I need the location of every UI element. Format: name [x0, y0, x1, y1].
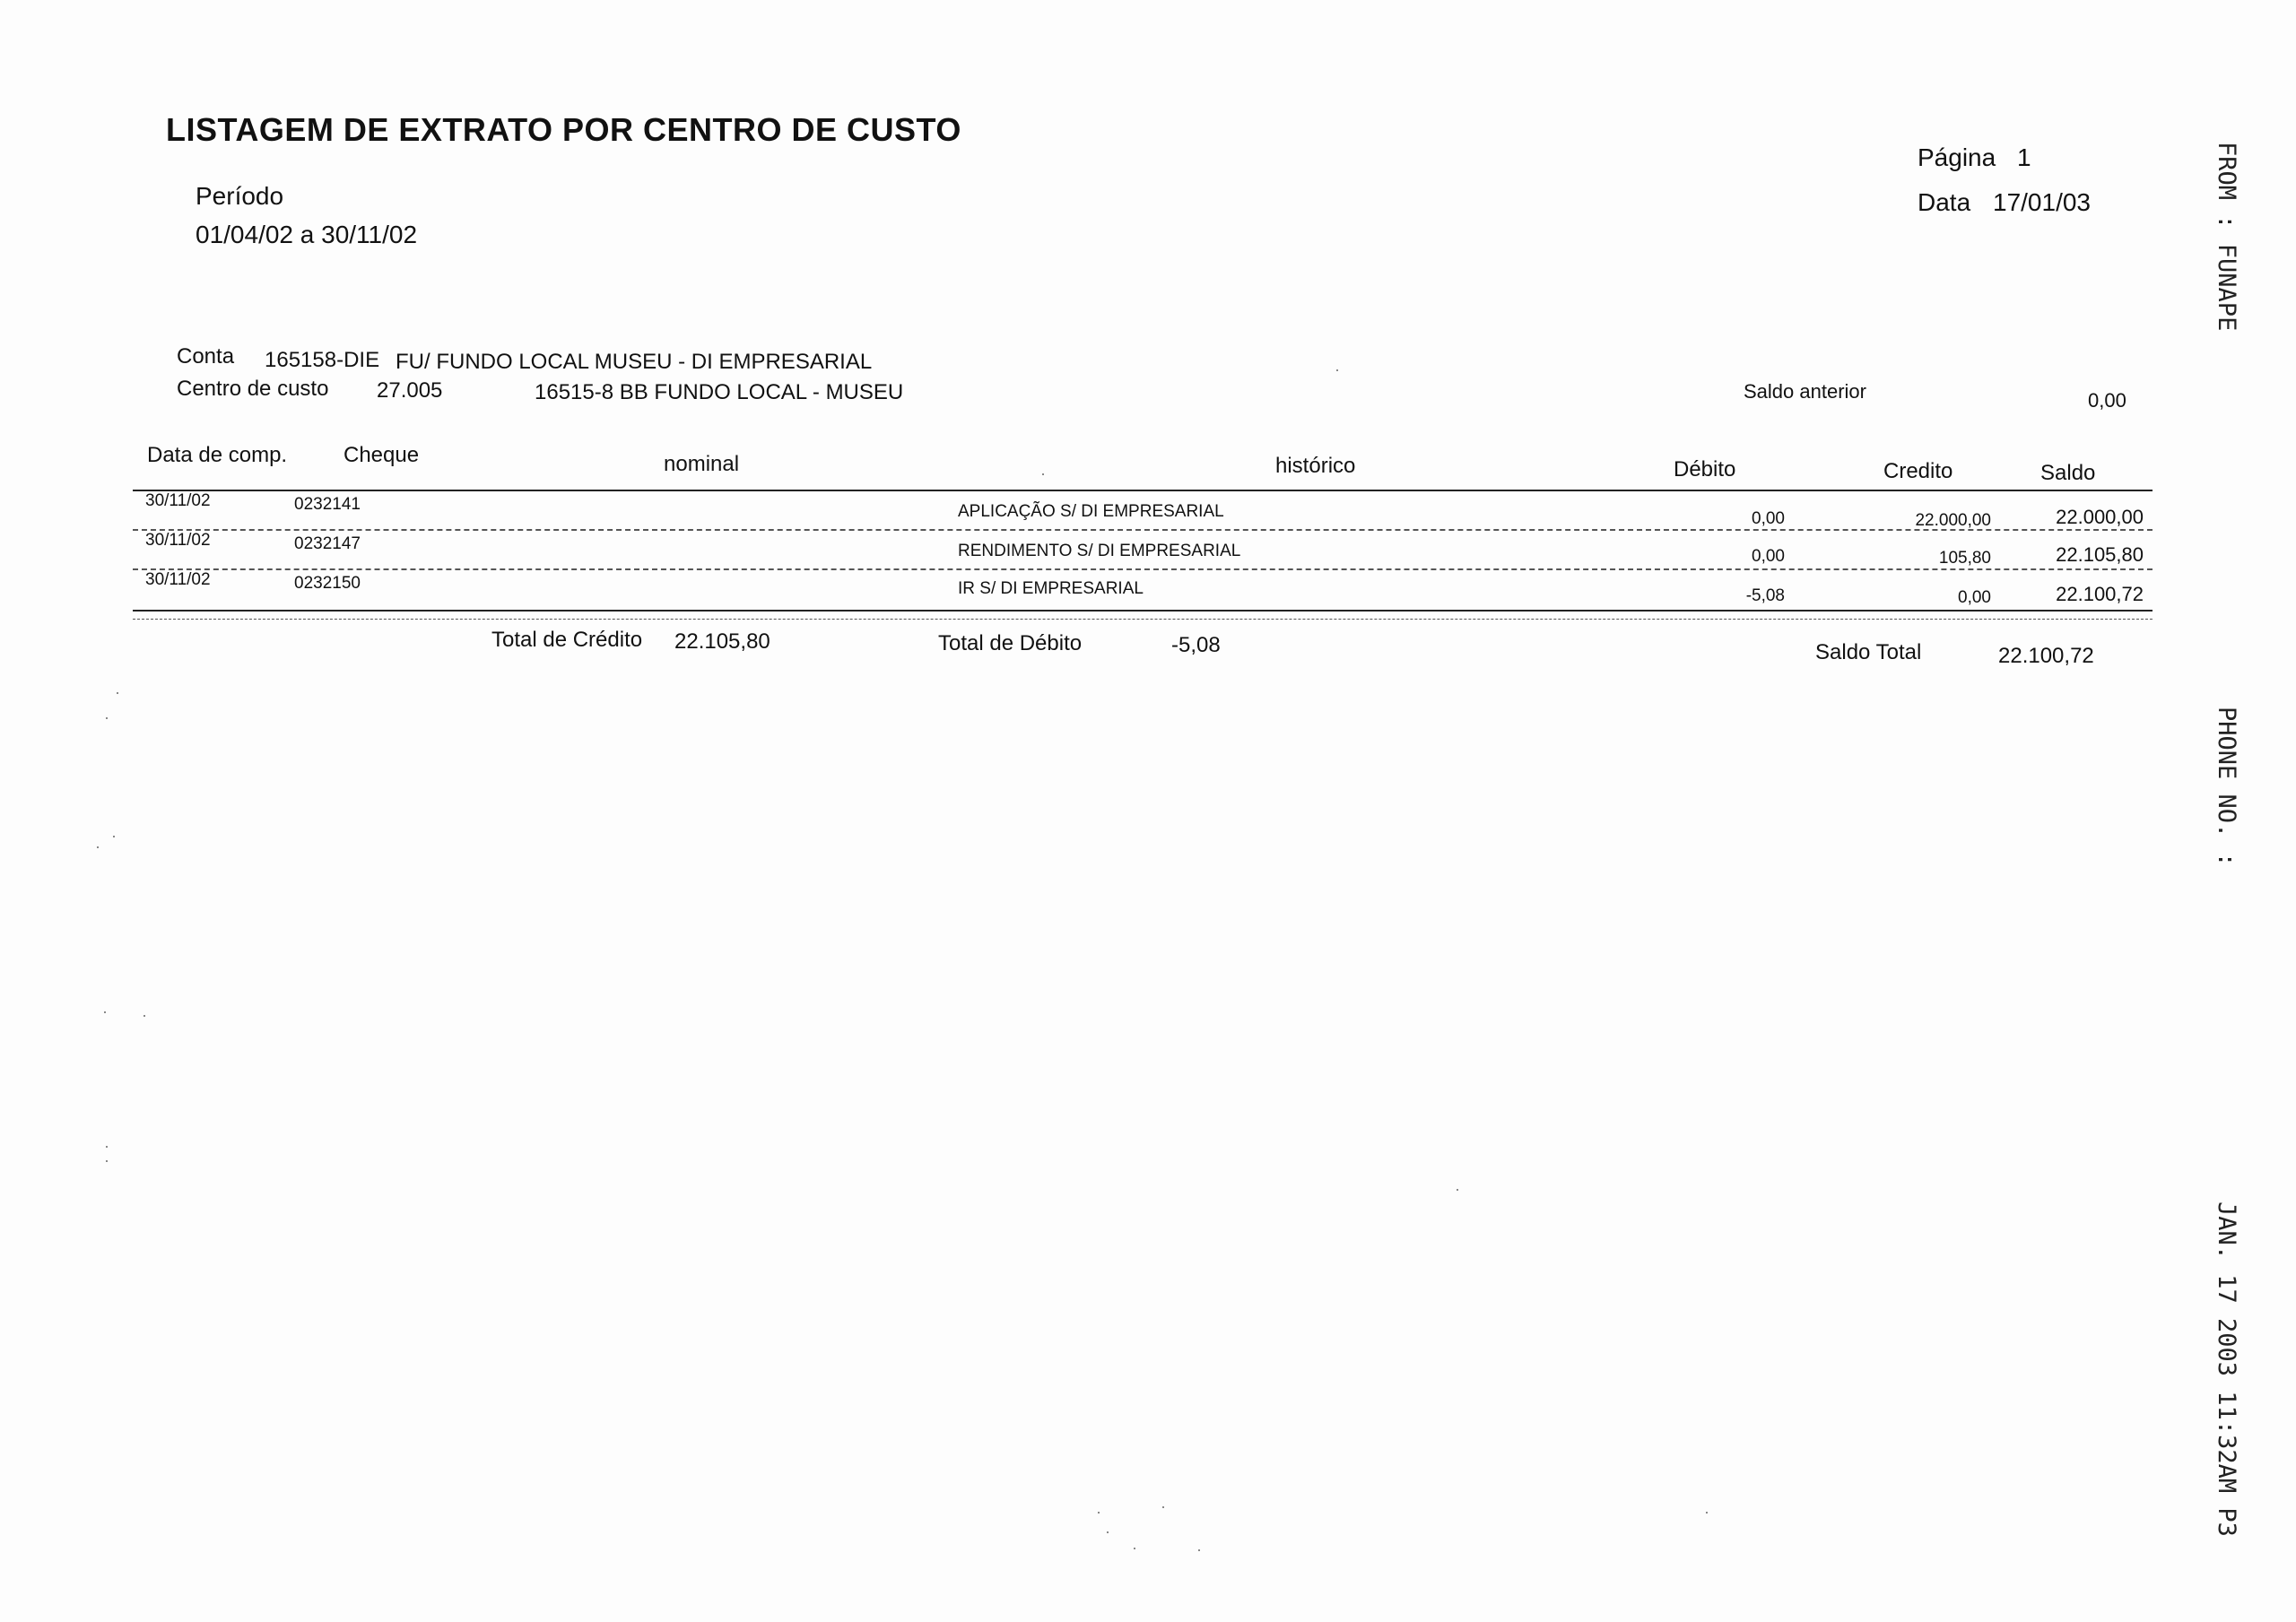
cell-cheque: 0232141	[294, 495, 361, 514]
cell-cheque: 0232150	[294, 574, 361, 593]
cell-credito: 22.000,00	[1915, 511, 1991, 530]
saldo-anterior-value: 0,00	[2088, 389, 2126, 412]
cell-historico: APLICAÇÃO S/ DI EMPRESARIAL	[958, 502, 1224, 521]
scan-speck	[106, 1160, 108, 1162]
periodo-label: Período	[196, 182, 284, 210]
scan-speck	[1098, 1512, 1100, 1514]
col-header-historico: histórico	[1275, 454, 1356, 478]
cell-debito: 0,00	[1752, 547, 1785, 566]
cell-saldo: 22.100,72	[2056, 583, 2144, 605]
table-bottom-rule	[133, 610, 2152, 612]
scan-speck	[1457, 1189, 1458, 1191]
header-rule	[133, 490, 2152, 491]
cell-saldo: 22.105,80	[2056, 543, 2144, 566]
col-header-saldo: Saldo	[2040, 461, 2096, 485]
cell-debito: 0,00	[1752, 509, 1785, 528]
saldo-total-label: Saldo Total	[1815, 640, 1922, 664]
scan-speck	[113, 836, 115, 837]
col-header-cheque: Cheque	[344, 443, 420, 467]
cell-credito: 105,80	[1938, 549, 1991, 568]
periodo-value: 01/04/02 a 30/11/02	[196, 221, 418, 248]
total-debito-value: -5,08	[1171, 633, 1221, 657]
scan-speck	[1134, 1548, 1135, 1549]
scan-speck	[1336, 369, 1338, 371]
conta-name: FU/ FUNDO LOCAL MUSEU - DI EMPRESARIAL	[396, 350, 873, 374]
pagina-label: Página	[1918, 143, 1996, 171]
col-header-credito: Credito	[1883, 459, 1953, 483]
row-separator	[133, 529, 2152, 531]
cell-debito: -5,08	[1745, 586, 1785, 605]
conta-label: Conta	[177, 344, 235, 369]
row-separator	[133, 568, 2152, 570]
cell-data: 30/11/02	[145, 570, 211, 589]
conta-code: 165158-DIE	[265, 348, 380, 372]
fax-from: FROM : FUNAPE	[2213, 142, 2240, 332]
total-debito-label: Total de Débito	[938, 631, 1083, 655]
report-title: LISTAGEM DE EXTRATO POR CENTRO DE CUSTO	[166, 111, 961, 148]
scan-speck	[106, 1146, 108, 1148]
cell-cheque: 0232147	[294, 534, 361, 553]
cell-credito: 0,00	[1958, 588, 1991, 607]
pagina-value: 1	[2017, 143, 2031, 171]
centro-label: Centro de custo	[177, 377, 329, 401]
fax-date: JAN. 17 2003 11:32AM P3	[2213, 1201, 2240, 1537]
col-header-data: Data de comp.	[147, 443, 288, 467]
scan-speck	[97, 846, 99, 848]
data-value: 17/01/03	[1993, 188, 2091, 216]
scan-speck	[1042, 473, 1044, 475]
scan-speck	[1107, 1531, 1109, 1533]
scan-speck	[1706, 1512, 1708, 1514]
cell-saldo: 22.000,00	[2056, 506, 2144, 528]
col-header-nominal: nominal	[664, 452, 740, 476]
scan-speck	[104, 1011, 106, 1013]
cell-data: 30/11/02	[145, 531, 211, 550]
col-header-debito: Débito	[1674, 457, 1736, 481]
scan-speck	[117, 692, 118, 694]
centro-code: 27.005	[377, 378, 443, 403]
scan-speck	[1162, 1506, 1164, 1508]
scan-speck	[144, 1015, 145, 1017]
total-credito-label: Total de Crédito	[491, 628, 643, 652]
data-label: Data	[1918, 188, 1971, 216]
fax-phone: PHONE NO. :	[2213, 707, 2240, 867]
saldo-total-value: 22.100,72	[1998, 644, 2094, 668]
cell-historico: IR S/ DI EMPRESARIAL	[958, 579, 1144, 598]
scan-speck	[1198, 1549, 1200, 1551]
saldo-anterior-label: Saldo anterior	[1744, 380, 1866, 403]
centro-name: 16515-8 BB FUNDO LOCAL - MUSEU	[535, 380, 904, 404]
scan-speck	[106, 717, 108, 719]
total-credito-value: 22.105,80	[674, 629, 770, 654]
table-bottom-rule-2	[133, 619, 2152, 620]
cell-data: 30/11/02	[145, 491, 211, 510]
cell-historico: RENDIMENTO S/ DI EMPRESARIAL	[958, 542, 1241, 560]
